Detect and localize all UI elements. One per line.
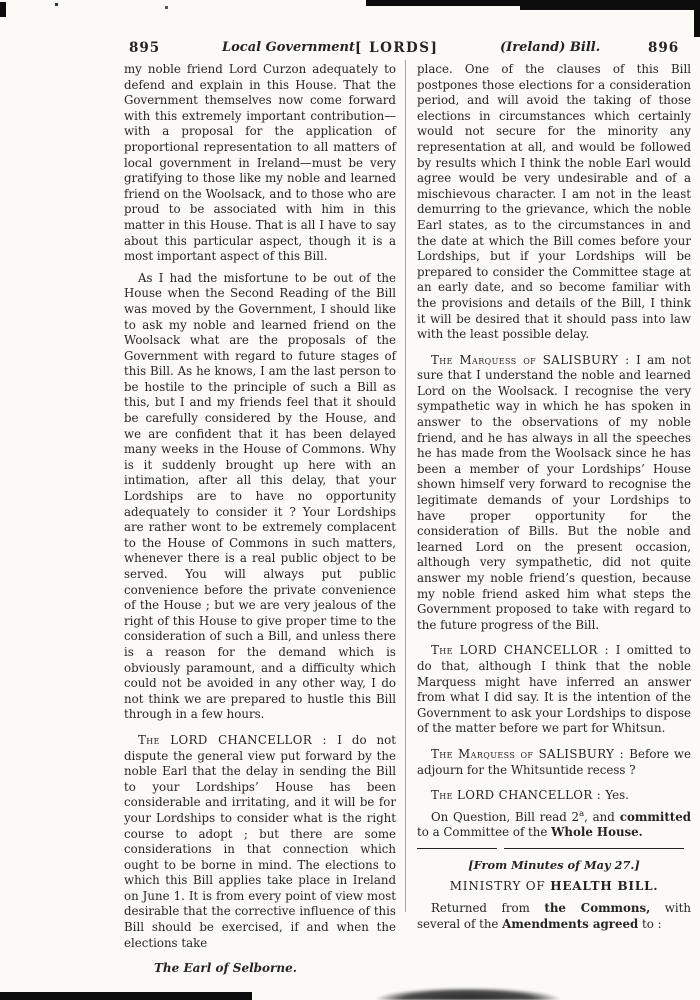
speaker-prefix: The Marquess of	[431, 352, 543, 367]
minutes-note: [From Minutes of May 27.]	[468, 857, 640, 872]
returned-text: to :	[638, 916, 662, 931]
bill-heading-text: MINISTRY OF	[449, 878, 551, 893]
speaker-prefix: The	[431, 788, 458, 803]
returned-text-bold: Amendments agreed	[502, 916, 639, 931]
speaker-name: LORD CHANCELLOR :	[457, 788, 606, 803]
page-number-right: 896	[648, 40, 680, 56]
order-text: to a Committee of the	[417, 825, 552, 840]
speaker-prefix: The	[138, 732, 171, 747]
order-text: On Question, Bill read 2	[431, 809, 580, 824]
left-column	[124, 62, 396, 977]
page-number-left: 895	[129, 40, 161, 56]
scan-artifact-left-edge	[0, 2, 6, 17]
paragraph-question: As I had the misfortune to be out of the House when the Second Reading of the Bill was moved by the Government, I should like to ask my noble and learned friend on the Woolsack what are the proposals of the Government with regard to future stages of this Bill. As he knows, I am the last person to be hostile to the principle of such a Bill as this, but I and my friends feel that it should be carefully considered by the House, and we are confident that it has been delayed many weeks in the House of Commons. Why is it suddenly brought up here with an intimation, after all this delay, that your Lordships are to have no opportunity adequately to consider it ? Your Lordships are rather wont to be extremely complacent to the House of Commons in such matters, whenever there is a real public object to be served. You will always put public convenience before the private convenience of the House ; but we are very jealous of the right of this House to give proper time to the consideration of such a Bill, and unless there is a reason for the demand which is obviously paramount, and a difficulty which could not be avoided in any other way, I do not think we are prepared to hustle this Bill through in a few hours.	[124, 270, 396, 722]
column-footer-catchname: The Earl of Selborne.	[154, 961, 297, 976]
header-title-left: Local Government	[222, 40, 355, 55]
speech-text: I am not sure that I understand the noble and learned Lord on the Woolsack. I recognise the very sympathetic way in which he has spoken in answer to the observations of my noble friend, and he has always in all the speeches he has made from the Woolsack since he has been a member of your Lordships’ House shown himself very forward to recognise the legitimate demands of your Lordships to have proper opportunity for the consideration of Bills. But the noble and learned Lord on the present occasion, although very sympathetic, did not quite answer my noble friend’s question, because my noble friend asked him what steps the Government proposed to take with regard to the future progress of the Bill.	[417, 352, 691, 632]
scan-artifact-bottom-bar	[0, 992, 252, 1000]
paragraph-continuation: my noble friend Lord Curzon adequately to defend and explain in this House. That the Government themselves now come forward with this extremely important contribution—with a proposal for the application of proportional representation to all matters of local government in Ireland—must be very gratifying to those like my noble and learned friend on the Woolsack, and to those who are proud to be associated with him in this matter in this House. That is all I have to say about this particular aspect, though it is a most important aspect of this Bill.	[124, 62, 396, 264]
speech-text: Before we adjourn for the Whitsuntide recess ?	[417, 746, 691, 777]
column-divider-rule	[405, 60, 406, 912]
bill-heading	[417, 879, 691, 895]
speaker-name: SALISBURY :	[538, 746, 630, 761]
order-text: , and	[584, 809, 615, 824]
scan-artifact-right-edge	[694, 0, 700, 37]
scan-artifact-speck	[55, 3, 58, 6]
speech-paragraph-salisbury	[417, 353, 691, 634]
order-text-bold: committed	[614, 809, 691, 824]
speech-paragraph-lord-chancellor	[124, 733, 396, 951]
speech-paragraph-lord-chancellor	[417, 788, 691, 804]
speech-paragraph-lord-chancellor	[417, 643, 691, 737]
returned-paragraph	[417, 901, 691, 932]
bill-heading-text-bold: HEALTH BILL.	[550, 878, 659, 893]
scan-artifact-top-bar-thick	[520, 0, 700, 10]
speaker-name: SALISBURY :	[542, 352, 637, 367]
speaker-prefix: The	[431, 643, 460, 658]
returned-text: with several of the	[417, 901, 691, 931]
speech-text: Yes.	[605, 788, 629, 803]
rule-segment	[417, 848, 497, 849]
scan-artifact-speck	[165, 6, 168, 9]
header-chamber: [ LORDS]	[355, 40, 439, 56]
reading-superscript: a	[579, 808, 585, 819]
returned-text: Returned from	[431, 901, 545, 916]
speech-paragraph-salisbury	[417, 747, 691, 778]
speaker-prefix: The Marquess of	[431, 746, 539, 761]
speaker-name: LORD CHANCELLOR :	[459, 643, 616, 658]
speaker-name: LORD CHANCELLOR :	[170, 732, 338, 747]
right-column	[417, 62, 691, 938]
returned-text-bold: the Commons,	[544, 901, 651, 916]
paragraph-continuation: place. One of the clauses of this Bill postpones those elections for a consideration period, and will avoid the taking of those elections in circumstances which certainly would not secure for the minority any representation at all, and would be followed by results which I think the noble Earl would agree would be very undesirable and of a mischievous character. I am not in the least demurring to the grievance, which the noble Earl states, as to the circumstances in and the date at which the Bill comes before your Lordships, but if your Lordships will be prepared to consider the Committee stage at an early date, and so become familiar with the provisions and details of the Bill, I think it will be desired that it should pass into law with the least possible delay.	[417, 62, 691, 342]
header-title-right: (Ireland) Bill.	[500, 40, 601, 55]
speech-text: I omitted to do that, although I think that the noble Marquess might have inferred an answer from what I did say. It is the intention of the Government to ask your Lordships to dispose of the matter before we part for Whitsun.	[417, 643, 691, 736]
order-paragraph	[417, 810, 691, 841]
order-text-bold: Whole House.	[551, 825, 643, 840]
scan-artifact-bottom-smudge	[368, 984, 568, 1000]
rule-segment	[504, 848, 684, 849]
speech-text: I do not dispute the general view put forward by the noble Earl that the delay in sending the Bill to your Lordships’ House has been considerable and irritating, and it will be for your Lordships to consider what is the right course to adopt ; but there are some considerations in that connection which ought to be borne in mind. The elections to which this Bill applies take place in Ireland on June 1. It is from every point of view most desirable that the corrective influence of this Bill should be exercised, if and when the elections take	[124, 732, 396, 950]
section-separator-rule	[417, 848, 691, 849]
